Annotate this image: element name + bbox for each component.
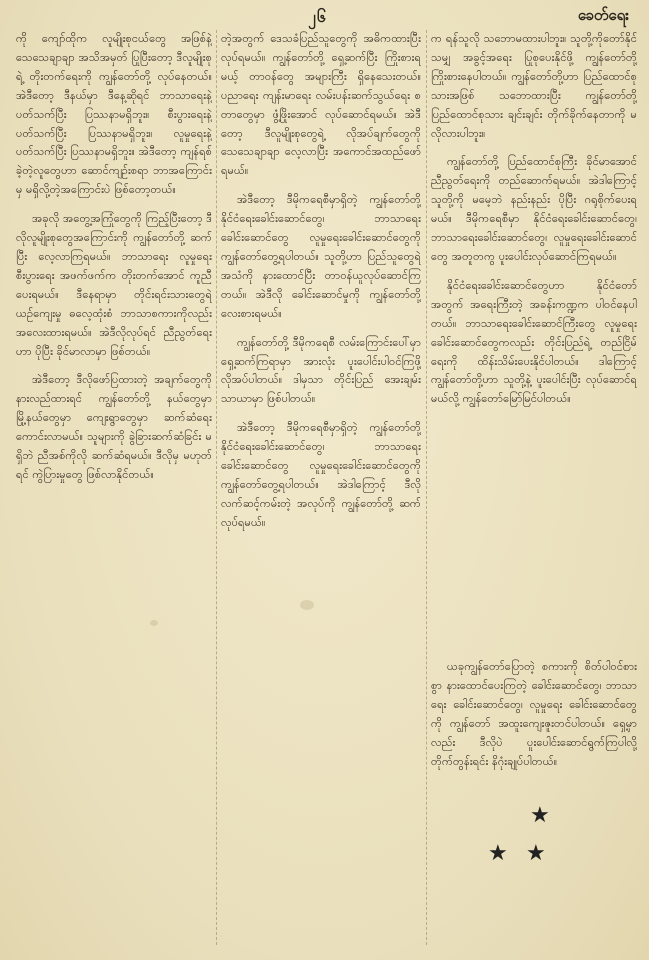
paragraph: ကျွန်တော်တို့ ဒီမိုကရေစီ လမ်းကြောင်းပေါ်မှာ ရှေ့ဆက်ကြရာမှာ အားလုံး ပူးပေါင်းပါဝင်ကြဖို့ လိုအပ်ပါတယ်။ ဒါမှသာ တိုင်းပြည် အေးချမ်းသာယာမှာ ဖြစ်ပါတယ်။ bbox=[221, 335, 421, 406]
paper-stain bbox=[300, 600, 314, 610]
paragraph: အဲဒီတော့ ဒီလိုဖော်ပြထားတဲ့ အချက်တွေကို နားလည်ထားရင် ကျွန်တော်တို့ နယ်တွေမှာ မြို့နယ်တွေမှာ ကျေးရွာတွေမှာ ဆက်ဆံရေး ကောင်းလာမယ်။ သူများကို ခွဲခြားဆက်ဆံခြင်း မရှိဘဲ ညီအစ်ကိုလို ဆက်ဆံရမယ်။ ဒီလိုမှ မဟုတ်ရင် ကွဲပြားမှုတွေ ဖြစ်လာနိုင်တယ်။ bbox=[16, 373, 212, 481]
right-column-top-section bbox=[431, 30, 637, 550]
column-divider bbox=[426, 30, 427, 945]
text-column-middle bbox=[221, 30, 421, 956]
paragraph: ကျွန်တော်တို့ ပြည်ထောင်စုကြီး ခိုင်မာအောင် ညီညွတ်ရေးကို တည်ဆောက်ရမယ်။ အဲဒါကြောင့် သူတို့ကို မမေ့ဘဲ နည်းနည်း ပိုပြီး ဂရုစိုက်ပေးရမယ်။ ဒီမိုကရေစီမှာ နိုင်ငံရေးခေါင်းဆောင်တွေ၊ ဘာသာရေးခေါင်းဆောင်တွေ၊ လူမှုရေးခေါင်းဆောင်တွေ အတူတကွ ပူးပေါင်းလုပ်ဆောင်ကြရမယ်။ bbox=[431, 155, 637, 263]
page-number: ၂၆ bbox=[308, 7, 327, 26]
paper-stain bbox=[150, 620, 158, 626]
text-column-right bbox=[431, 30, 637, 930]
column-divider bbox=[216, 30, 217, 945]
paragraph: အဲဒီတော့ ဒီမိုကရေစီမှာရှိတဲ့ ကျွန်တော်တို့ နိုင်ငံရေးခေါင်းဆောင်တွေ၊ ဘာသာရေးခေါင်းဆောင်တွေ လူမှုရေးခေါင်းဆောင်တွေကို ကျွန်တော်တွေ့ရပါတယ်။ အဲဒါကြောင့် ဒီလိုလက်ဆင့်ကမ်းတဲ့ အလုပ်ကို ကျွန်တော်တို့ ဆက်လုပ်ရမယ်။ bbox=[221, 421, 421, 529]
paragraph: နိုင်ငံရေးခေါင်းဆောင်တွေဟာ နိုင်ငံတော်အတွက် အရေးကြီးတဲ့ အခန်းကဏ္ဍက ပါဝင်နေပါတယ်။ ဘာသာရေးခေါင်းဆောင်ကြီးတွေ လူမှုရေးခေါင်းဆောင်တွေကလည်း တိုင်းပြည်ရဲ့ တည်ငြိမ်ရေးကို ထိန်းသိမ်းပေးနိုင်ပါတယ်။ ဒါကြောင့် ကျွန်တော်တို့ဟာ သူတို့နဲ့ ပူးပေါင်းပြီး လုပ်ဆောင်ရမယ်လို့ ကျွန်တော်မြော်မြင်ပါတယ်။ bbox=[431, 278, 637, 406]
star-icon: ★ bbox=[530, 803, 550, 828]
paragraph: ကို ကျော်ထိုက လူမျိုးစုငယ်တွေ အဖြစ်နဲ့ သေသေချာချာ အသိအမှတ် ပြုပြီးတော့ ဒီလူမျိုးစုရဲ့ တိုးတက်ရေးကို ကျွန်တော်တို့ လုပ်နေတယ်။ အဲဒီတော့ ဒီနယ်မှာ ဒီနေ့ဆိုရင် ဘာသာရေးနဲ့ပတ်သက်ပြီး ပြဿနာမရှိဘူး။ စီးပွားရေးနဲ့ပတ်သက်ပြီး ပြဿနာမရှိဘူး။ လူမှုရေးနဲ့ပတ်သက်ပြီး ပြဿနာမရှိဘူး။ အဲဒီတော့ ကျန်ရစ်ခဲ့တဲ့လူတွေဟာ ဆောင်ကျဉ်းစရာ ဘာအကြောင်းမှ မရှိလို့တဲ့အကြောင်းပဲ ဖြစ်တော့တယ်။ bbox=[16, 32, 212, 197]
paragraph: က ရန်သူလို သဘောမထားပါဘူး။ သူတို့ကိုတော်နိုင်သမျှ အခွင့်အရေး ပြုစုပေးနိုင်ဖို့ ကျွန်တော်တို့ ကြိုးစားနေပါတယ်။ ကျွန်တော်တို့ဟာ ပြည်ထောင်စုသားအဖြစ် သဘောထားပြီး ကျွန်တော်တို့ ပြည်ထောင်စုသား ချင်းချင်း တိုက်ခိုက်နေတာကို မလိုလားပါဘူး။ bbox=[431, 32, 637, 140]
paragraph: အခုလို အတွေ့အကြုံတွေကို ကြည့်ပြီးတော့ ဒီလိုလူမျိုးစုတွေအကြောင်းကို ကျွန်တော်တို့ ဆက်ပြီး လေ့လာကြရမယ်။ ဘာသာရေး လူမှုရေး စီးပွားရေး အဖက်ဖက်က တိုးတက်အောင် ကူညီပေးရမယ်။ ဒီနေရာမှာ တိုင်းရင်းသားတွေရဲ့ ယဉ်ကျေးမှု ဓလေ့ထုံးစံ ဘာသာစကားကိုလည်း အလေးထားရမယ်။ အဲဒီလိုလုပ်ရင် ညီညွတ်ရေးဟာ ပိုပြီး ခိုင်မာလာမှာ ဖြစ်တယ်။ bbox=[16, 212, 212, 358]
paragraph: ယခုကျွန်တော်ပြောတဲ့ စကားကို စိတ်ပါဝင်စားစွာ နားထောင်ပေးကြတဲ့ ခေါင်းဆောင်တွေ၊ ဘာသာရေး ခေါင်းဆောင်တွေ၊ လူမှုရေး ခေါင်းဆောင်တွေကို ကျွန်တော် အထူးကျေးဇူးတင်ပါတယ်။ ရှေ့မှာလည်း ဒီလိုပဲ ပူးပေါင်းဆောင်ရွက်ကြပါလို့ တိုက်တွန်းရင်း နိဂုံးချုပ်ပါတယ်။ bbox=[431, 660, 637, 768]
running-title: ခေတ်ရေး bbox=[577, 6, 629, 24]
text-column-left bbox=[16, 30, 212, 956]
star-icon: ★ bbox=[488, 841, 508, 866]
paragraph: တဲ့အတွက် ဒေသခံပြည်သူတွေကို အဓိကထားပြီး လုပ်ရမယ်။ ကျွန်တော်တို့ ရှေ့ဆက်ပြီး ကြိုးစားရမယ့် တာဝန်တွေ အများကြီး ရှိနေသေးတယ်။ ပညာရေး ကျန်းမာရေး လမ်းပန်းဆက်သွယ်ရေး စတာတွေမှာ ဖွံ့ဖြိုးအောင် လုပ်ဆောင်ရမယ်။ အဲဒီတော့ ဒီလူမျိုးစုတွေရဲ့ လိုအပ်ချက်တွေကို သေသေချာချာ လေ့လာပြီး အကောင်အထည်ဖော်ရမယ်။ bbox=[221, 32, 421, 178]
star-ornament bbox=[478, 805, 568, 875]
paragraph: အဲဒီတော့ ဒီမိုကရေစီမှာရှိတဲ့ ကျွန်တော်တို့ နိုင်ငံရေးခေါင်းဆောင်တွေ၊ ဘာသာရေးခေါင်းဆောင်တွေ လူမှုရေးခေါင်းဆောင်တွေကို ကျွန်တော်တွေ့ရပါတယ်။ သူတို့ဟာ ပြည်သူတွေရဲ့ အသံကို နားထောင်ပြီး တာဝန်ယူလုပ်ဆောင်ကြတယ်။ အဲဒီလို ခေါင်းဆောင်မှုကို ကျွန်တော်တို့ လေးစားရမယ်။ bbox=[221, 193, 421, 320]
right-column-closing-section bbox=[431, 658, 637, 793]
star-icon: ★ bbox=[526, 841, 546, 866]
